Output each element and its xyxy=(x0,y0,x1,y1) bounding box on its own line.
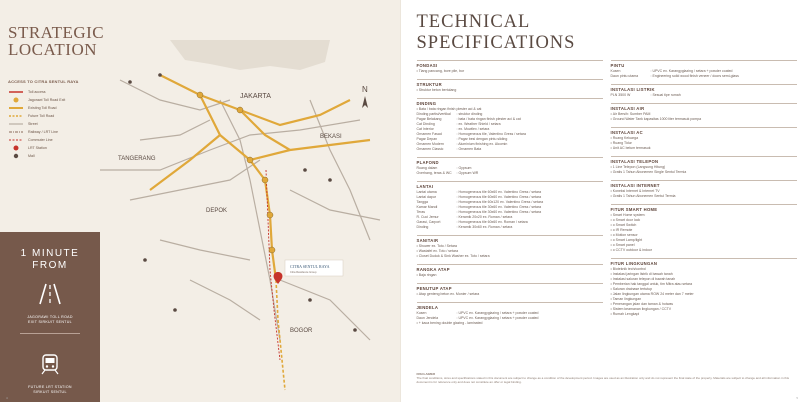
spec-value: : Homogeneous tile 30x60 ex. Valentino Gress / setara xyxy=(456,205,542,209)
spec-column-right xyxy=(611,60,797,322)
spec-section xyxy=(417,98,603,152)
bullet-icon: • xyxy=(610,272,612,276)
spec-value: o Smart Lamp/light xyxy=(612,238,643,242)
spec-row xyxy=(417,225,603,230)
bullet-icon: • xyxy=(610,218,612,222)
region-tangerang: TANGERANG xyxy=(118,156,156,162)
spec-value: Ruang Tidur xyxy=(612,141,632,145)
ts-title-line-2: SPECIFICATIONS xyxy=(416,33,576,53)
legend-item xyxy=(8,128,100,136)
spec-section-title: PINTU xyxy=(610,63,625,68)
dash-red-icon xyxy=(8,137,24,143)
spec-value: Jalan lingkungan utama ROW 24 meter dan 7 meter xyxy=(612,292,694,296)
bullet-icon: • xyxy=(610,312,612,316)
spec-section xyxy=(611,156,797,175)
spec-section-title: RANGKA ATAP xyxy=(416,267,450,272)
spec-row xyxy=(611,74,797,79)
spec-key: Lantai dapur xyxy=(416,195,436,199)
legend-item xyxy=(8,136,100,144)
spec-key: Overhang, teras & WC xyxy=(416,171,452,175)
panel-divider xyxy=(20,333,80,334)
spec-section-title: INSTALASI LISTRIK xyxy=(610,87,655,92)
spec-value: Smart Home system: xyxy=(612,213,646,217)
one-minute-title xyxy=(0,248,100,272)
spec-key: Kusen xyxy=(610,69,621,73)
strategic-location-title xyxy=(8,24,104,58)
spec-value: Gratis 1 Tahun Abonemen Single Sentul Termia xyxy=(612,170,687,174)
spec-value: : struktur dinding xyxy=(456,112,483,116)
bullet-icon: • xyxy=(610,170,612,174)
project-logo: CITRA SENTUL RAYA xyxy=(290,264,330,269)
legend-label: Railway / LRT Line xyxy=(28,130,59,134)
spec-value: o IR Remote xyxy=(612,228,633,232)
bullet-icon: • xyxy=(416,292,418,296)
spec-section xyxy=(417,235,603,259)
legend-list xyxy=(8,88,100,160)
spec-value: Instalasi jaringan listrik di bawah tanah xyxy=(612,272,673,276)
spec-key: Dinding xyxy=(416,225,429,229)
legend-label: Commuter Line xyxy=(28,138,53,142)
dot-red-icon xyxy=(8,145,24,151)
toll-caption-line-1: JAGORAWI TOLL ROAD xyxy=(27,315,73,319)
bullet-icon: • xyxy=(416,249,418,253)
spec-value: Air Bersih: Sumber PAM xyxy=(612,112,651,116)
spec-key: Daun Jendela xyxy=(416,316,439,320)
spec-key: PLN 3500 W xyxy=(610,93,631,97)
spec-section xyxy=(417,79,603,93)
spec-column-left xyxy=(417,60,603,331)
spec-value: + kaca bening double glazing - laminated xyxy=(418,321,483,325)
ts-title-line-1: TECHNICAL xyxy=(416,12,531,32)
spec-row xyxy=(611,93,797,98)
spec-value: : Engineering solid wood finish veneer / doors semi-glass xyxy=(650,74,739,78)
spec-value: : Homogeneous tile 60x60 ex. Valentino Gress / setara xyxy=(456,195,542,199)
legend-item xyxy=(8,104,100,112)
spec-value: Unit AC belum termasuk xyxy=(612,146,651,150)
location-map xyxy=(100,40,400,402)
spec-section-title: FITUR SMART HOME xyxy=(610,207,658,212)
spec-section xyxy=(611,127,797,151)
minute-line-2: FROM xyxy=(32,260,68,271)
spec-value: : Sesuai tipe rumah xyxy=(650,93,681,97)
spec-section xyxy=(417,181,603,230)
legend-item xyxy=(8,120,100,128)
spec-value: o Smart door lock xyxy=(612,218,641,222)
spec-section-title: JENDELA xyxy=(416,305,439,310)
sea-area xyxy=(170,40,330,70)
spec-value: : Pagar besi dengan pintu sliding xyxy=(456,137,508,141)
bullet-icon: • xyxy=(610,307,612,311)
bullet-icon: • xyxy=(610,302,612,306)
spec-value: : Homogeneous tile 60x120 ex. Valentino Gress / setara xyxy=(456,200,544,204)
bullet-icon: • xyxy=(416,254,418,258)
spec-value: Bata / bata ringan finish plester aci & cat xyxy=(418,107,482,111)
dot-gold-icon xyxy=(8,97,24,103)
lrt-caption-line-2: SIRKUIT SENTUL xyxy=(33,390,67,394)
spec-row xyxy=(417,273,603,278)
bullet-icon: • xyxy=(610,233,612,237)
legend-label: Jagorawi Toll Road Exit xyxy=(28,98,66,102)
spec-key: Pagar Depan xyxy=(416,137,438,141)
legend-label: Street xyxy=(28,122,38,126)
spec-section xyxy=(611,204,797,253)
spec-value: : Keramik 30x60 ex. Roman / setara xyxy=(456,225,513,229)
spec-value: Wastafel ex. Toto / setara xyxy=(418,249,459,253)
spec-row xyxy=(611,194,797,199)
title-line-2: LOCATION xyxy=(8,40,97,59)
spec-section xyxy=(417,302,603,326)
spec-value: : UPVC ex. Karangyglazing / setara + powder coated xyxy=(456,316,539,320)
spec-row xyxy=(611,146,797,151)
spec-value: Atap genteng beton ex. Monier / setara xyxy=(418,292,480,296)
spec-section-title: STRUKTUR xyxy=(416,82,442,87)
legend-heading: ACCESS TO CITRA SENTUL RAYA xyxy=(8,79,79,84)
legend-item xyxy=(8,144,100,152)
bullet-icon: • xyxy=(610,213,612,217)
train-icon xyxy=(37,352,63,376)
spec-section xyxy=(417,60,603,74)
spec-key: Daun pintu utama xyxy=(610,74,639,78)
spec-value: : Gypsum xyxy=(456,166,472,170)
spec-value: Ruang Keluarga xyxy=(612,136,639,140)
spec-key: Ornamen Classic xyxy=(416,147,444,151)
spec-row xyxy=(611,170,797,175)
spec-value: Rumah Lengkapi xyxy=(612,312,640,316)
bullet-icon: • xyxy=(610,267,612,271)
bullet-icon: • xyxy=(610,297,612,301)
spec-section xyxy=(611,103,797,122)
bullet-icon: • xyxy=(416,88,418,92)
spec-value: Sistem keamanan lingkungan / CCTV xyxy=(612,307,672,311)
spec-value: : Gypsum WR xyxy=(456,171,479,175)
street-network xyxy=(100,80,380,340)
bullet-icon: • xyxy=(416,244,418,248)
spec-value: o CCTV outdoor & indoor xyxy=(612,248,653,252)
dash-gold-icon xyxy=(8,113,24,119)
spec-row xyxy=(417,88,603,93)
spec-section xyxy=(611,180,797,199)
one-minute-panel xyxy=(0,232,100,402)
spec-row xyxy=(611,312,797,317)
line-dashdot-icon xyxy=(8,129,24,135)
svg-text:N: N xyxy=(362,85,368,94)
spec-value: Baja ringan xyxy=(418,273,437,277)
spec-row xyxy=(417,69,603,74)
legend-label: Future Toll Road xyxy=(28,114,55,118)
lrt-caption xyxy=(0,385,100,395)
dot-dark-icon xyxy=(8,153,24,159)
legend-item xyxy=(8,112,100,120)
spec-section xyxy=(611,84,797,98)
spec-value: : Homogeneous tile, Valentino Gress / setara xyxy=(456,132,526,136)
bullet-icon: • xyxy=(610,165,612,169)
spec-value: o Motion sensor xyxy=(612,233,638,237)
spec-section-title: INSTALASI AIR xyxy=(610,106,645,111)
spec-row xyxy=(417,292,603,297)
title-line-1: STRATEGIC xyxy=(8,23,105,42)
project-location-pin xyxy=(274,260,343,284)
toll-caption xyxy=(0,315,100,325)
spec-section-title: PENUTUP ATAP xyxy=(416,286,452,291)
spec-value: : ex. Mowilex / setara xyxy=(456,127,490,131)
spec-key: Cat Dinding xyxy=(416,122,435,126)
bullet-icon: • xyxy=(610,223,612,227)
line-red-icon xyxy=(8,89,24,95)
spec-section-title: INSTALASI AC xyxy=(610,130,643,135)
spec-value: Tiang pancang, bore pile, bor xyxy=(418,69,465,73)
spec-value: Gratis 1 Tahun Abonemen Sentul Termia xyxy=(612,194,676,198)
spec-row xyxy=(417,254,603,259)
spec-key: Garasi, Carport xyxy=(416,220,441,224)
legend-label: Toll access xyxy=(28,90,46,94)
page-number-right: 5 xyxy=(796,396,798,400)
spec-section-title: INSTALASI INTERNET xyxy=(610,183,660,188)
spec-section-title: INSTALASI TELEPON xyxy=(610,159,659,164)
spec-value: : Homogeneous tile 60x60 ex. Valentino Gress / setara xyxy=(456,190,542,194)
spec-value: Saluran drainase tertutup xyxy=(612,287,653,291)
spec-value: Koneksi Internet & Internet TV xyxy=(612,189,660,193)
spec-key: Lantai utama xyxy=(416,190,437,194)
toll-exit-markers xyxy=(197,92,275,253)
spec-section-title: PLAFOND xyxy=(416,160,439,165)
spec-value: o Smart panel xyxy=(612,243,635,247)
legend-label: Mall xyxy=(28,154,35,158)
bullet-icon: • xyxy=(610,141,612,145)
spec-value: : Homogeneous tile 30x60 ex. Valentino Gress / setara xyxy=(456,210,542,214)
bullet-icon: • xyxy=(610,194,612,198)
strategic-location-page xyxy=(0,0,400,402)
spec-value: : Ornamen Bata xyxy=(456,147,482,151)
disclaimer xyxy=(417,372,797,384)
bullet-icon: • xyxy=(610,136,612,140)
spec-section-title: SANITAIR xyxy=(416,238,439,243)
technical-specifications-page xyxy=(400,0,804,402)
legend-label: Existing Toll Road xyxy=(28,106,57,110)
spec-value: : UPVC ex. Karangyglazing / setara + powder coated xyxy=(456,311,539,315)
legend-item xyxy=(8,96,100,104)
bullet-icon: • xyxy=(610,146,612,150)
toll-caption-line-2: EXIT SIRKUIT SENTUL xyxy=(28,320,72,324)
spec-key: Ornamen Modern xyxy=(416,142,444,146)
spec-section xyxy=(611,60,797,79)
bullet-icon: • xyxy=(610,277,612,281)
spec-key: Teras xyxy=(416,210,426,214)
spec-value: : Keramik 20x20 ex. Roman / setara xyxy=(456,215,513,219)
spec-key: Kamar Mandi xyxy=(416,205,438,209)
spec-row xyxy=(611,248,797,253)
spec-value: Bioteknik tech/control xyxy=(612,267,647,271)
toll-road-icon xyxy=(37,282,63,306)
spec-row xyxy=(417,321,603,326)
bullet-icon: • xyxy=(610,228,612,232)
spec-row xyxy=(417,147,603,152)
bullet-icon: • xyxy=(610,287,612,291)
bullet-icon: • xyxy=(610,248,612,252)
disclaimer-heading: DISCLAIMER xyxy=(416,372,436,376)
line-gray-icon xyxy=(8,121,24,127)
bullet-icon: • xyxy=(416,69,418,73)
spec-value: : Homogeneous tile 60x60 ex. Roman / setara xyxy=(456,220,528,224)
spec-value: Ground Water Tank kapasitas 1000 liter termasuk pompa xyxy=(612,117,702,121)
spec-key: Ruang dalam xyxy=(416,166,438,170)
spec-key: R. Cuci Jemur xyxy=(416,215,439,219)
spec-value: Pemberian hak tanggal untuk, tim Mitra atau setara xyxy=(612,282,693,286)
bullet-icon: • xyxy=(610,117,612,121)
spec-value: : UPVC ex. Karangyglazing / setara + powder coated xyxy=(650,69,733,73)
line-gold-icon xyxy=(8,105,24,111)
spec-value: : bata / bata ringan finish plester aci & cat xyxy=(456,117,521,121)
spec-value: 1 Line Telepon (Langsung Hitung) xyxy=(612,165,666,169)
legend-item xyxy=(8,152,100,160)
bullet-icon: • xyxy=(416,273,418,277)
bullet-icon: • xyxy=(610,243,612,247)
spec-key: Cat Interior xyxy=(416,127,434,131)
spec-value: o Smart Switch xyxy=(612,223,637,227)
spec-value: Penerangan jalan dan taman & hotwas xyxy=(612,302,674,306)
bullet-icon: • xyxy=(416,107,418,111)
bullet-icon: • xyxy=(610,112,612,116)
minute-line-1: 1 MINUTE xyxy=(20,248,80,259)
spec-row xyxy=(611,117,797,122)
spec-value: : ex. Weather Shield / setara xyxy=(456,122,501,126)
region-jakarta: JAKARTA xyxy=(240,93,271,100)
spec-section xyxy=(417,264,603,278)
spec-section xyxy=(417,157,603,176)
spec-row xyxy=(417,171,603,176)
spec-value: Instalasi saluran telepon di bawah tanah xyxy=(612,277,676,281)
spec-key: Pagar Belakang xyxy=(416,117,442,121)
spec-key: Kusen xyxy=(416,311,427,315)
bullet-icon: • xyxy=(610,292,612,296)
page-number-left: 4 xyxy=(6,396,8,400)
spec-key: Tangga xyxy=(416,200,428,204)
project-logo-sub: Citra Residence Group xyxy=(290,271,317,274)
spec-key: Dinding partisi/vertikal xyxy=(416,112,451,116)
bullet-icon: • xyxy=(610,238,612,242)
legend-label: LRT Station xyxy=(28,146,47,150)
bullet-icon: • xyxy=(610,282,612,286)
spec-value: : Aluminium finishing ex. Alcomin xyxy=(456,142,508,146)
bullet-icon: • xyxy=(416,321,418,325)
spec-value: Shower ex. Toto / Setara xyxy=(418,244,457,248)
disclaimer-text: The final conditions, sizes and specifications stated in this document are subject to change as a condition of the development period. Images are used as an illustration only and do not represent the final state of the property. Materials are subject to change and all information in this document is for reference only and does not constitute an offer or legal binding. xyxy=(416,376,789,384)
compass-icon xyxy=(362,85,368,108)
spec-value: Struktur beton bertulang xyxy=(418,88,457,92)
spec-section xyxy=(611,258,797,317)
lrt-caption-line-1: FUTURE LRT STATION xyxy=(28,385,72,389)
region-depok: DEPOK xyxy=(206,208,228,214)
spec-section-title: LANTAI xyxy=(416,184,434,189)
map-legend xyxy=(8,79,100,160)
spec-value: Taman lingkungan xyxy=(612,297,642,301)
technical-specifications-title xyxy=(417,12,576,54)
bullet-icon: • xyxy=(610,189,612,193)
spec-section xyxy=(417,283,603,297)
spec-key: Ornamen Fasad xyxy=(416,132,442,136)
spec-section-title: FITUR LINGKUNGAN xyxy=(610,261,658,266)
spec-section-title: DINDING xyxy=(416,101,437,106)
spec-value: Closet Duduk & Sink Washer ex. Toto / setara xyxy=(418,254,490,258)
legend-item xyxy=(8,88,100,96)
spec-section-title: FONDASI xyxy=(416,63,438,68)
region-bekasi: BEKASI xyxy=(320,134,342,140)
region-bogor: BOGOR xyxy=(290,328,313,334)
